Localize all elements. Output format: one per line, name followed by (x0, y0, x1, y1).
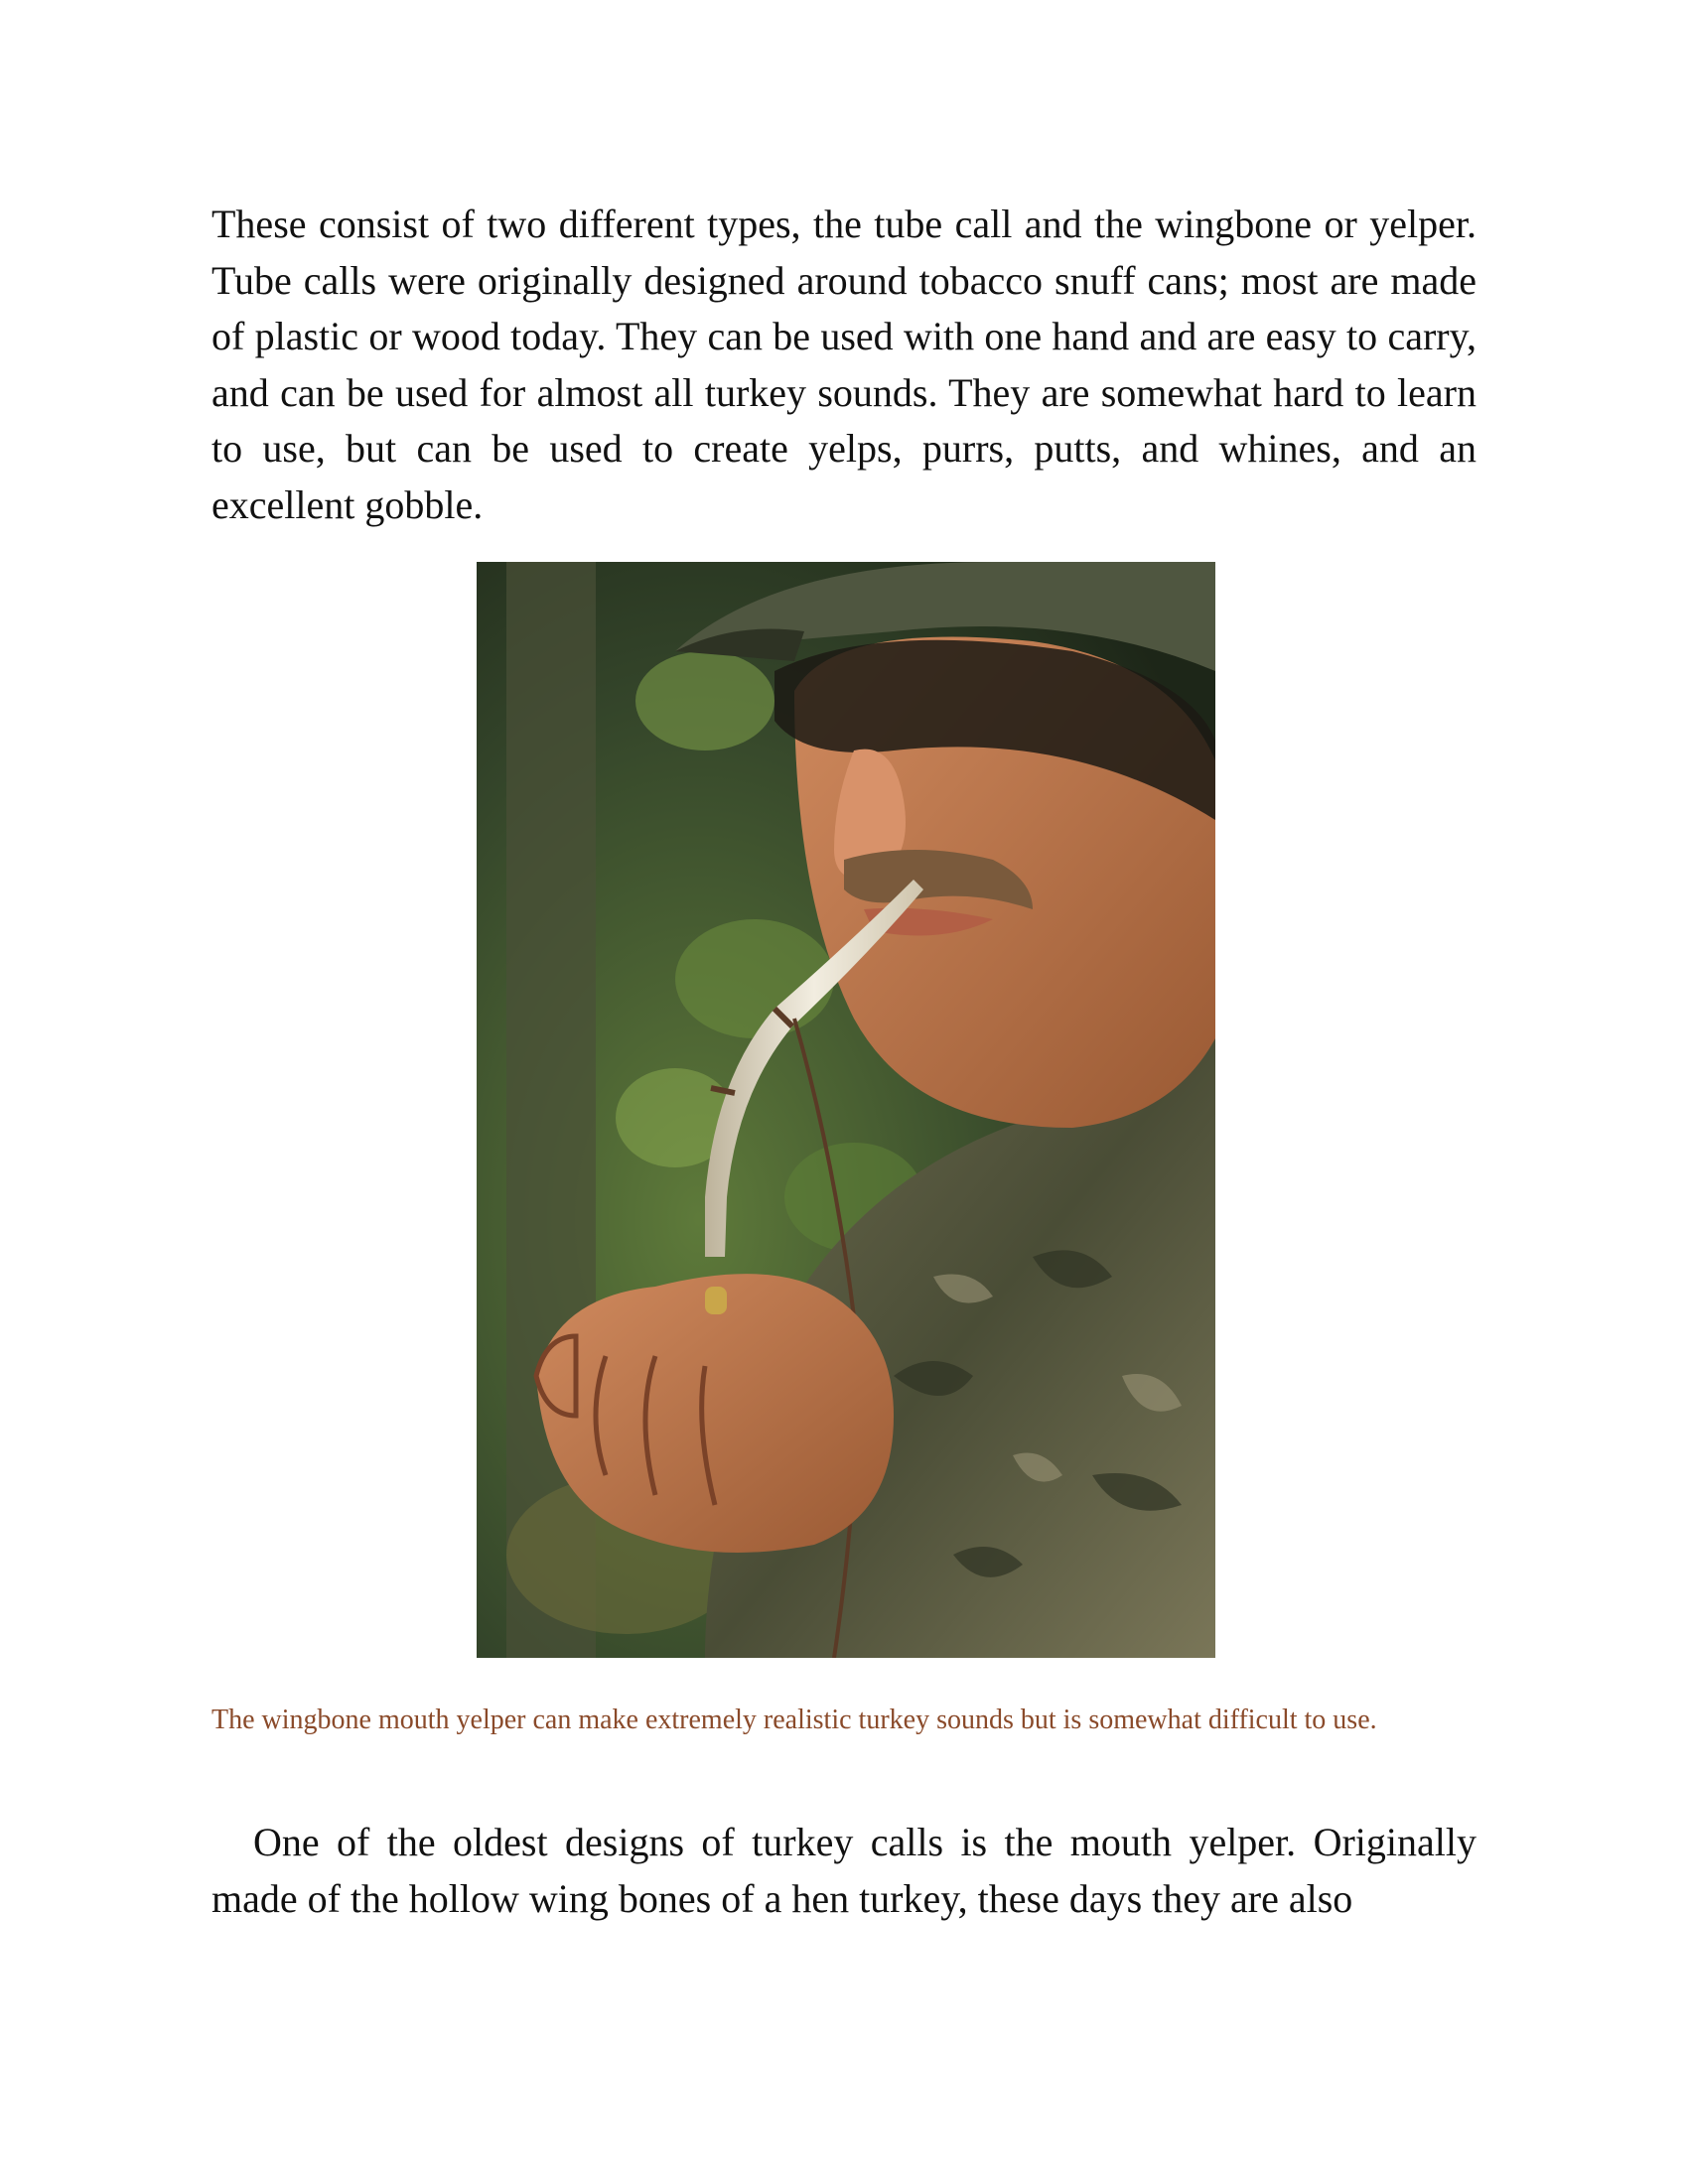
photo-illustration (477, 562, 1215, 1658)
body-paragraph: One of the oldest designs of turkey calls is the mouth yelper. Originally made of the hollow wing bones of a hen turkey, these days they are also (211, 1820, 1477, 1921)
hunter-wingbone-call-photo (477, 562, 1215, 1658)
figure-caption: The wingbone mouth yelper can make extremely realistic turkey sounds but is somewhat difficult to use. (211, 1705, 1377, 1735)
body-paragraph: These consist of two different types, the tube call and the wingbone or yelper. Tube calls were originally designed around tobacco snuff cans; most are made of plastic or wood today. They can be used with one hand and are easy to carry, and can be used for almost all turkey sounds. They are somewhat hard to learn to use, but can be used to create yelps, purrs, putts, and whines, and an excellent gobble. (211, 202, 1477, 527)
